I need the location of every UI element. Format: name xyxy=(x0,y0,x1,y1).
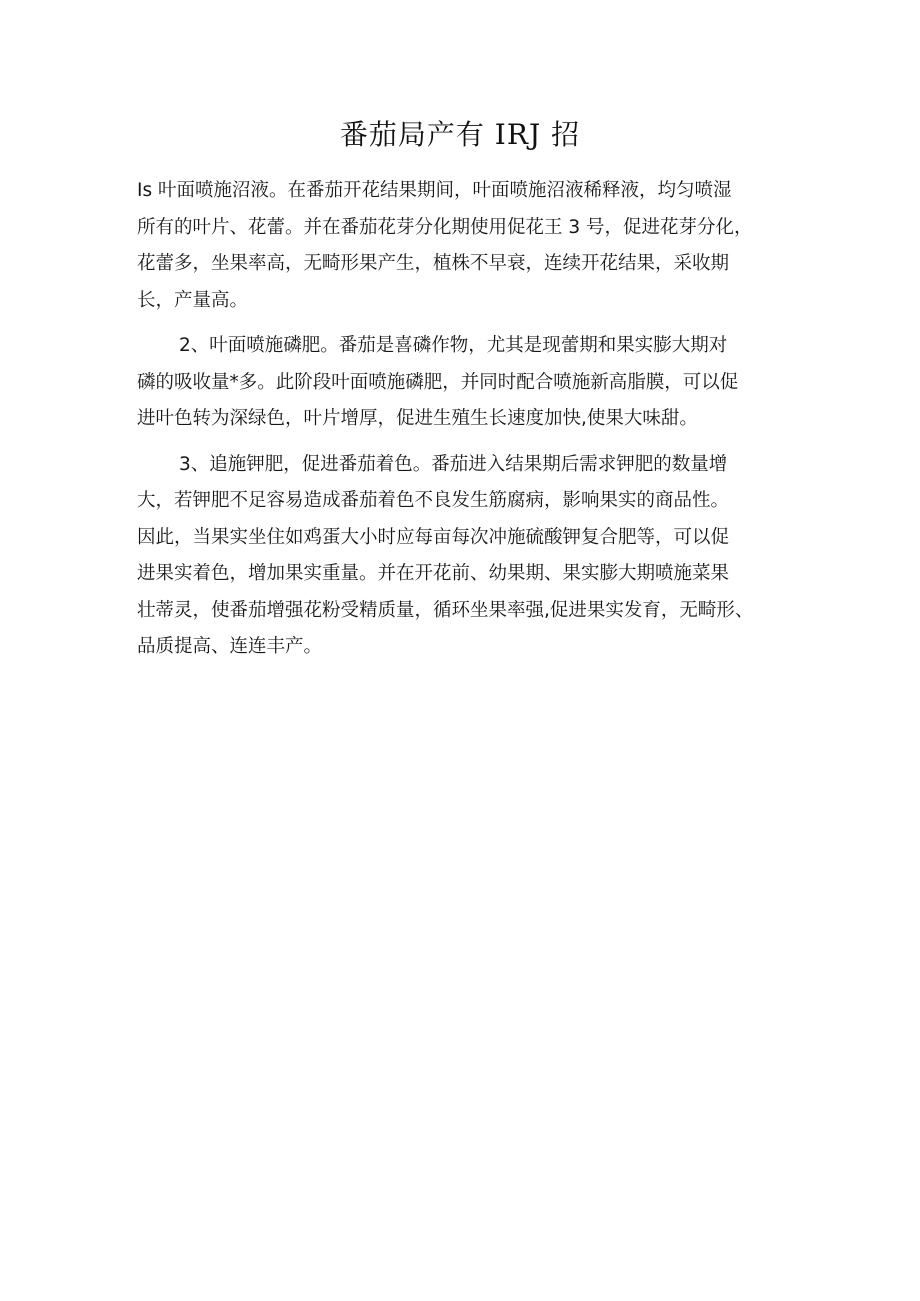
paragraph-line: 因此，当果实坐住如鸡蛋大小时应每亩每次冲施硫酸钾复合肥等，可以促 xyxy=(137,526,730,548)
paragraph-line: 进果实着色，增加果实重量。并在开花前、幼果期、果实膨大期喷施菜果 xyxy=(137,563,730,584)
paragraph-2 xyxy=(137,328,787,438)
paragraph-line: 大，若钾肥不足容易造成番茄着色不良发生筋腐病，影响果实的商品性。 xyxy=(137,490,730,511)
paragraph-line: 长，产量高。 xyxy=(137,289,249,311)
paragraph-line: 花蕾多，坐果率高，无畸形果产生，植株不早衰，连续开花结果，采收期 xyxy=(137,253,730,274)
paragraph-line: 2、叶面喷施磷肥。番茄是喜磷作物，尤其是现蕾期和果实膨大期对 xyxy=(179,335,728,356)
paragraph-line: 磷的吸收量*多。此阶段叶面喷施磷肥，并同时配合喷施新高脂膜，可以促 xyxy=(137,371,739,393)
paragraph-line: 进叶色转为深绿色，叶片增厚，促进生殖生长速度加快,使果大味甜。 xyxy=(137,408,698,429)
document-title: 番茄局产有 IRJ 招 xyxy=(339,118,581,151)
paragraph-line: 所有的叶片、花蕾。并在番茄花芽分化期使用促花王 3 号，促进花芽分化， xyxy=(137,216,753,238)
paragraph-line: 品质提高、连连丰产。 xyxy=(137,636,323,657)
document-body xyxy=(137,173,787,675)
paragraph-line: 3、追施钾肥，促进番茄着色。番茄进入结果期后需求钾肥的数量增 xyxy=(179,453,728,475)
paragraph-3 xyxy=(137,447,787,666)
paragraph-line: Is 叶面喷施沼液。在番茄开花结果期间，叶面喷施沼液稀释液，均匀喷湿 xyxy=(137,180,732,201)
paragraph-line: 壮蒂灵，使番茄增强花粉受精质量，循环坐果率强,促进果实发育，无畸形、 xyxy=(137,599,754,621)
paragraph-1 xyxy=(137,173,787,319)
